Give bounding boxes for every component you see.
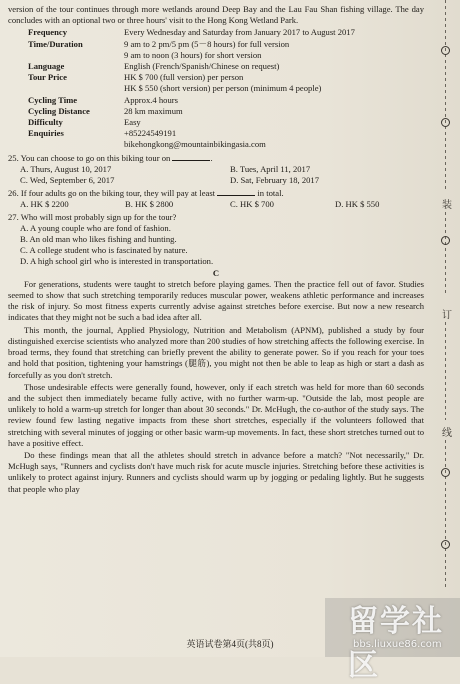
- answer-blank: [172, 152, 213, 163]
- option-a: A. Thurs, August 10, 2017: [20, 163, 112, 174]
- option-b: B. An old man who likes fishing and hunting.: [20, 234, 177, 245]
- watermark-title: 留学社区: [348, 604, 444, 683]
- question-26: [8, 187, 424, 210]
- question-26-stem-end: in total.: [257, 188, 284, 199]
- margin-char-zhuang: 装: [442, 200, 452, 211]
- option-a: A. A young couple who are fond of fashion.: [20, 222, 171, 233]
- binding-circle: [441, 46, 450, 55]
- question-25-stem-text: 25. You can choose to go on this biking tour on: [8, 152, 171, 163]
- question-25-options: [20, 164, 424, 186]
- info-key: Enquiries: [28, 128, 64, 139]
- info-value: Every Wednesday and Saturday from January 2017 to August 2017: [124, 27, 355, 38]
- info-key: Time/Duration: [28, 38, 83, 49]
- option-d: D. A high school girl who is interested in transportation.: [20, 256, 214, 267]
- info-value: English (French/Spanish/Chinese on request): [124, 61, 280, 72]
- info-value: +85224549191: [124, 128, 177, 139]
- option-d: D. HK $ 550: [335, 199, 380, 210]
- option-a: A. HK $ 2200: [20, 199, 69, 210]
- option-c: C. Wed, September 6, 2017: [20, 175, 115, 186]
- option-c: C. HK $ 700: [230, 199, 274, 210]
- tour-info-table: [28, 27, 424, 150]
- passage-paragraph-3: Those undesirable effects were generally found, however, only if each stretch was held for more than 60 seconds and the subject then immediately became fully active, with no further warm-up. "Outside the lab, most people are unlikely to hold a warm-up stretch for longer than about 30 seconds." Dr. McHugh, the co-author of the study says. The review found few lasting negative impacts from these short stretches, especially if the volunteers followed that stretching with several minutes of jogging or other basic warm-up movements. In fact, these short stretches turned out to have a positive effect.: [8, 381, 424, 448]
- option-b: B. Tues, April 11, 2017: [230, 163, 311, 174]
- binding-circle: [441, 118, 450, 127]
- info-key: [28, 83, 124, 94]
- info-key: Language: [28, 61, 65, 72]
- info-value: 9 am to noon (3 hours) for short version: [124, 49, 262, 60]
- answer-blank: [217, 187, 255, 196]
- margin-char-ding: 订: [442, 310, 452, 321]
- info-key: Frequency: [28, 27, 67, 38]
- question-26-options: [20, 199, 424, 210]
- intro-paragraph: version of the tour continues through more wetlands around Deep Bay and the Lau Fau Shan fishing village. The day concludes with an optional two or three hours' visit to the Hong Kong Wetland Park.: [8, 4, 424, 26]
- info-key: Cycling Distance: [28, 105, 90, 116]
- question-26-stem: [8, 187, 424, 199]
- binding-line: [445, 322, 446, 420]
- question-27: [8, 212, 424, 268]
- info-value: Easy: [124, 117, 141, 128]
- binding-circle: [441, 540, 450, 549]
- section-heading: C: [212, 267, 220, 278]
- info-value: HK $ 550 (short version) per person (minimum 4 people): [124, 83, 322, 94]
- info-key: Cycling Time: [28, 94, 78, 105]
- info-value: Approx.4 hours: [124, 94, 178, 105]
- passage-paragraph-1: For generations, students were taught to stretch before playing games. Then the practice fell out of favor. Studies seemed to show that such stretching temporarily reduces muscular power, weakens athletic performance and increases the risk of injury. So most fitness experts currently advise against stretches before exercise. But now a new research indicates that they might not be such a bad idea after all.: [8, 278, 424, 323]
- question-27-options: [20, 223, 424, 268]
- binding-line: [445, 212, 446, 296]
- info-key: Difficulty: [28, 117, 63, 128]
- info-value: bikehongkong@mountainbikingasia.com: [124, 139, 266, 150]
- passage-paragraph-2: This month, the journal, Applied Physiology, Nutrition and Metabolism (APNM), published a study by four distinguished exercise scientists who analyzed more than 200 studies of how stretching affects the following exercise. In broad terms, they found that stretching can briefly prevent the ability to generate power. So if you reach for your toes and hold that position, tightening your hamstrings (腿筋), you might not then be able to leap as high or start a dash as forcefully as you don't stretch.: [8, 324, 424, 380]
- binding-circle: [441, 236, 450, 245]
- question-25: [8, 152, 424, 187]
- option-c: C. A college student who is fascinated by nature.: [20, 245, 188, 256]
- info-key: [28, 139, 124, 150]
- question-26-stem-text: 26. If four adults go on the biking tour, they will pay at least: [8, 188, 216, 199]
- margin-char-xian: 线: [442, 428, 452, 439]
- binding-circle: [441, 468, 450, 477]
- option-d: D. Sat, February 18, 2017: [230, 175, 320, 186]
- page-footer: 英语试卷第4页(共8页): [186, 639, 274, 649]
- binding-line: [445, 440, 446, 590]
- binding-line: [445, 0, 446, 190]
- page-content: [8, 4, 424, 496]
- passage-paragraph-4: Do these findings mean that all the athletes should stretch in advance before a match? "Not necessarily," Dr. McHugh says, "Runners and cyclists don't have much risk for acute muscle injuries. Stretching before these activities is unlikely to protect against injury. Runners and cyclists should warm up by jogging or pedaling lightly. But he suggests that people who play: [8, 449, 424, 494]
- watermark-url: bbs.liuxue86.com: [353, 639, 442, 650]
- info-value: 28 km maximum: [124, 105, 183, 116]
- info-value: 9 am to 2 pm/5 pm (5－8 hours) for full version: [124, 38, 290, 49]
- info-value: HK $ 700 (full version) per person: [124, 72, 244, 83]
- question-27-stem: 27. Who will most probably sign up for the tour?: [8, 211, 177, 222]
- question-25-stem: [8, 152, 424, 164]
- option-b: B. HK $ 2800: [125, 199, 174, 210]
- question-25-stem-end: .: [210, 152, 213, 163]
- info-key: [28, 50, 124, 61]
- info-key: Tour Price: [28, 72, 67, 83]
